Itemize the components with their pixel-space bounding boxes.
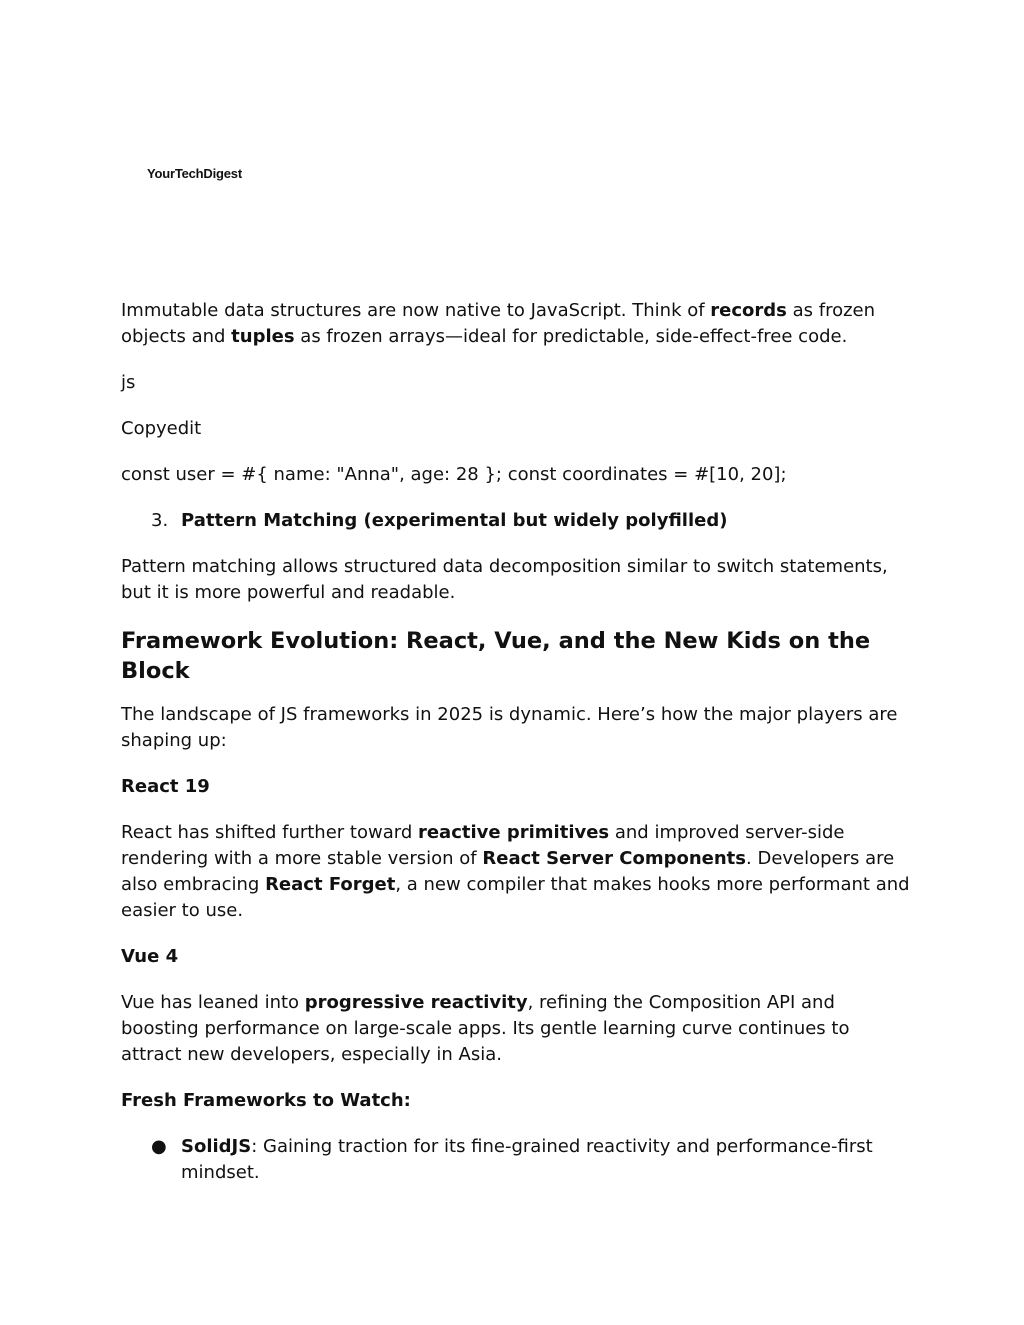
vue-paragraph: Vue has leaned into progressive reactivity, refining the Composition API and boosting performance on large-scale apps. Its gentle learning curve continues to attract new developers, especially in Asia. [121,992,850,1065]
code-language-label: js [121,372,136,393]
term-react-server-components: React Server Components [482,848,747,869]
landscape-paragraph: The landscape of JS frameworks in 2025 is dynamic. Here’s how the major players are shaping up: [121,704,898,751]
list-item-label: Pattern Matching (experimental but widely polyfilled) [181,510,728,531]
list-number: 3. [151,510,169,531]
react-paragraph: React has shifted further toward reactive primitives and improved server-side rendering with a more stable version of React Server Components. Developers are also embracing React Forget, a new compiler that makes hooks more performant and easier to use. [121,822,910,921]
article-body [121,298,911,1206]
term-reactive-primitives: reactive primitives [417,822,610,843]
code-line: const user = #{ name: "Anna", age: 28 }; const coordinates = #[10, 20]; [121,464,787,485]
site-logo: YourTechDigest [147,166,242,181]
copy-edit-label: Copyedit [121,418,202,439]
framework-name: SolidJS [181,1136,252,1157]
list-item [121,1134,911,1186]
section-heading: Framework Evolution: React, Vue, and the New Kids on the Block [121,628,871,684]
term-progressive-reactivity: progressive reactivity [304,992,528,1013]
fresh-frameworks-heading: Fresh Frameworks to Watch: [121,1090,411,1111]
react-heading: React 19 [121,776,210,797]
term-tuples: tuples [231,326,295,347]
list-item-pattern-matching [121,508,911,534]
term-react-forget: React Forget [265,874,396,895]
intro-paragraph: Immutable data structures are now native to JavaScript. Think of records as frozen objects and tuples as frozen arrays—ideal for predictable, side-effect-free code. [121,300,876,347]
bullet-icon: ● [151,1136,167,1157]
vue-heading: Vue 4 [121,946,179,967]
framework-description: : Gaining traction for its fine-grained reactivity and performance-first mindset. [181,1136,873,1183]
term-records: records [710,300,787,321]
pattern-paragraph: Pattern matching allows structured data decomposition similar to switch statements, but it is more powerful and readable. [121,556,888,603]
